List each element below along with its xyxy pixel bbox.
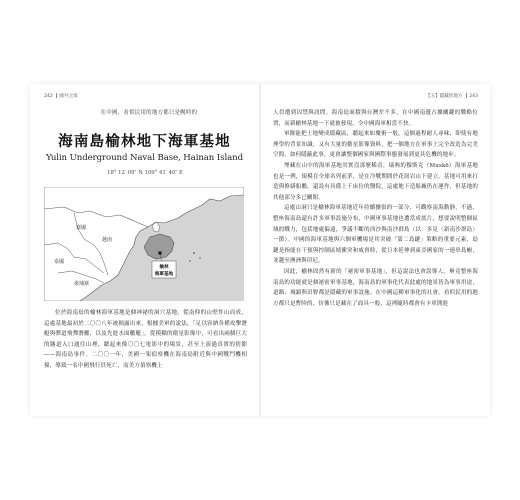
map-label-thailand: 泰國 [54,259,65,265]
coordinates: 18° 12′ 09″ N 109° 41′ 40″ E [107,170,183,176]
left-body-text [44,308,247,372]
header-divider [56,93,57,98]
right-body-text [273,108,478,309]
map-label-base-line1: 榆林 [159,265,169,270]
right-paragraph-2: 軍隊能把土地變成隱藏區，聽起來如魔術一般，這個過程耐人尋味，即使有地理學的背景知識，又有大量的衛星影像資料，把一個地方在軍事上完全改造為完美空間，如何隱蔽此事，更會讓整個國家與國際事態發展到更具危機的地步。 [273,131,478,159]
map-label-vietnam: 越南 [102,237,113,243]
right-paragraph-4: 這處山洞只是榆林海軍基地近年持續擴張的一部分，可觀察南海動靜，不過，整座海南島還有許多軍事設施分布，中國軍事基地也遭當成底片，想要說明整個區域的戰力，包括地處偏遠，爭議不斷的西沙與南沙群島（以：多見〈新南沙群島〉一節）。中國的海軍基地與六個軍機場是其突破「第二島鏈」策略的重要元素，島鏈是指能在干預與控制區域衝突和威脅時，從日本延伸到東亞國家的一連串島嶼，並越至澳洲與印尼。 [273,205,478,265]
book-title: 國外之境 [59,94,78,99]
right-running-head [426,93,478,99]
islet-mark [193,252,195,254]
map-label-laos: 寮國 [76,225,87,231]
right-paragraph-3: 埋藏在山中的海軍基地其實沒那麼稀奇，瑞典的穆斯克（Muskö）海軍基地也是一例，規模在全球名列前茅，是在冷戰期間於花崗岩山下建立，基地可用來打造與修繕船艦，還設有具備上千床位的醫院，這處地下造船廠仍在運作，但基地的其他部分多已關閉。 [273,162,478,201]
islet-mark [199,257,200,258]
header-divider [466,93,467,98]
map-label-cambodia: 柬埔寨 [74,281,90,287]
chapter-subhead: 在中國，看似民用的地方都只是幌時的 [100,110,198,116]
right-page [261,84,490,416]
right-paragraph-5: 因此，榆林固然有新的「祕密軍事基地」，但這說法也會誤導人。畢竟整座海南島的功能就是個祕密軍事基地，海南島的軍事化代表此處的地景皆為軍事用途，道路、城鎮與田野都是隱藏的軍事設施。在中國這種軍事化的社會，看似民用的地方都只是暫時的，彷彿只是藏在了面具一般，這裡隨時都會有卡車開進 [273,268,478,307]
right-paragraph-1: 人員遭到囚禁與訊問。海南島面積與台灣差不多，在中國南邊占據關鍵的戰略位置，而新榆林基地一下就被發現，令中國海軍相當不快。 [273,110,478,127]
right-page-number: 243 [469,94,478,99]
base-location-marker [159,252,162,255]
left-page [30,84,259,416]
section-title: 【五】隱藏的地方 [425,94,463,99]
left-paragraph-1: 位於海南島的榆林海軍基地是個神祕的洞穴基地，從南仰的山壁炸山而成，這處基地最初於二〇〇八年被揭露出來，根據美軍的說法，「足以容納各種攻擊潛艇與彈道飛彈潛艦，以及先進水面艦艇」，從模糊的衛星影像中，可看出兩個巨大的隧道入口通往山裡，聽起來像〇〇七電影中的場景，甚至上演過真實的情節——海南島事件。二〇〇一年，美國一架偵察機在海南島附近與中國戰鬥機相撞，導致一名中國飛行員死亡，而美方偵察機上 [44,310,247,369]
book-spread [30,84,490,416]
map-label-base-line2: 海軍基地 [154,272,174,277]
left-running-head [44,93,78,99]
entry-title-english: Yulin Underground Naval Base, Hainan Island [46,153,243,163]
islet-mark [189,260,190,261]
entry-title-chinese: 海南島榆林地下海軍基地 [58,133,231,150]
map-svg [44,187,244,301]
left-page-number: 242 [44,94,53,99]
location-map [44,187,244,301]
